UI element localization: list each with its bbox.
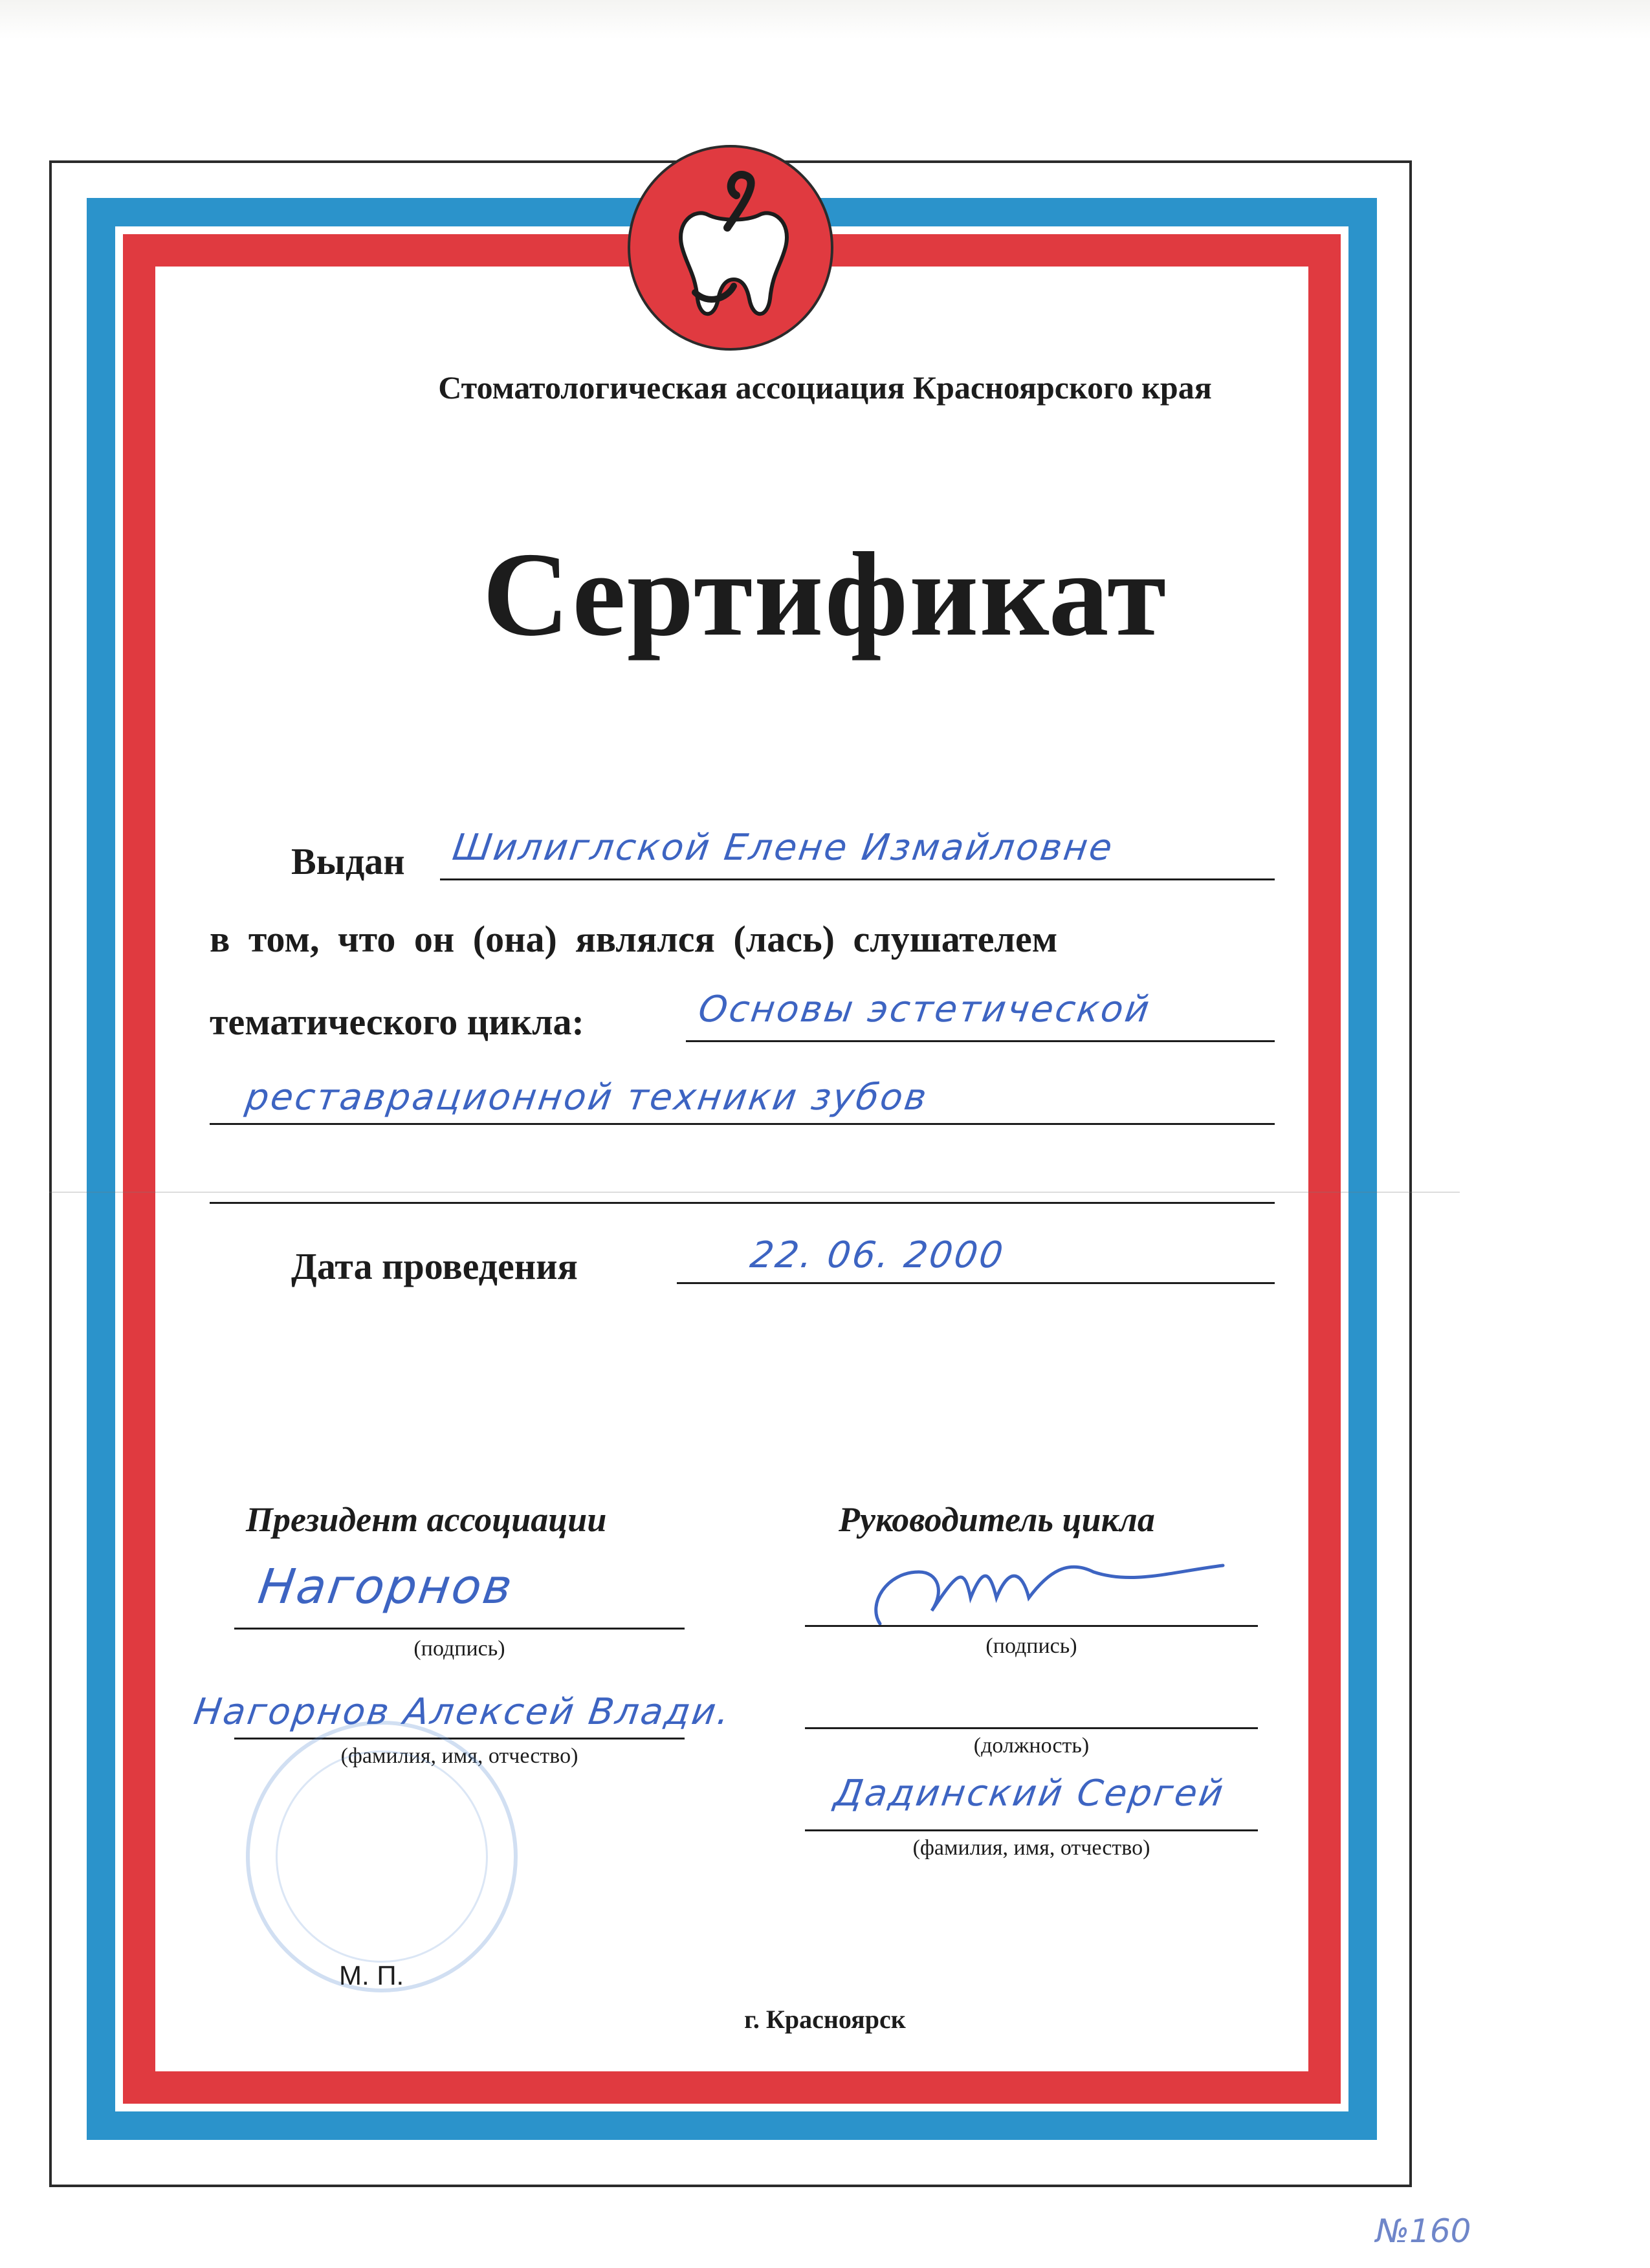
president-name: Нагорнов Алексей Влади. (191, 1691, 734, 1733)
cycle-title-line2: реставрационной техники зубов (243, 1076, 931, 1118)
event-date: 22. 06. 2000 (747, 1234, 1007, 1276)
cycle-leader-name-caption: (фамилия, имя, отчество) (912, 1836, 1150, 1860)
cycle-leader-signature-line (805, 1625, 1258, 1627)
seal-place: М. П. (339, 1960, 404, 1990)
association-stamp (246, 1721, 518, 1992)
cycle-line-1 (686, 1040, 1275, 1042)
cycle-leader-signature (861, 1546, 1262, 1643)
president-signature-line (234, 1628, 685, 1630)
cycle-label: тематического цикла: (210, 1001, 584, 1043)
scan-edge (0, 0, 1650, 39)
tooth-icon (669, 169, 798, 331)
president-signature-caption: (подпись) (413, 1637, 505, 1661)
cycle-leader-heading: Руководитель цикла (839, 1500, 1155, 1539)
cycle-leader-position-line (805, 1727, 1258, 1729)
issued-label: Выдан (291, 840, 405, 882)
cycle-leader-name: Дадинский Сергей (831, 1772, 1227, 1815)
cycle-leader-signature-caption: (подпись) (985, 1634, 1077, 1658)
certificate-title: Сертификат (482, 528, 1168, 661)
president-name-line (234, 1738, 685, 1739)
cycle-leader-name-line (805, 1829, 1258, 1831)
cycle-leader-position-caption: (должность) (973, 1734, 1090, 1758)
statement-text: в том, что он (она) являлся (лась) слушателем (210, 918, 1058, 960)
fold-line (49, 1192, 1460, 1193)
president-heading: Президент ассоциации (246, 1500, 607, 1539)
organization-name: Стоматологическая ассоциация Красноярского края (438, 369, 1212, 406)
city: г. Красноярск (744, 2005, 906, 2034)
issued-to-line (440, 878, 1275, 880)
date-label: Дата проведения (291, 1245, 578, 1287)
president-name-caption: (фамилия, имя, отчество) (340, 1744, 578, 1768)
cycle-line-3 (210, 1202, 1275, 1204)
date-line (677, 1282, 1275, 1284)
president-signature: Нагорнов (254, 1559, 518, 1615)
cycle-title-line1: Основы эстетической (696, 988, 1154, 1030)
issued-to-name: Шилиглской Елене Измайловне (450, 827, 1117, 869)
corner-number: №160 (1376, 2212, 1471, 2250)
tooth-emblem (628, 145, 833, 351)
cycle-line-2 (210, 1123, 1275, 1125)
